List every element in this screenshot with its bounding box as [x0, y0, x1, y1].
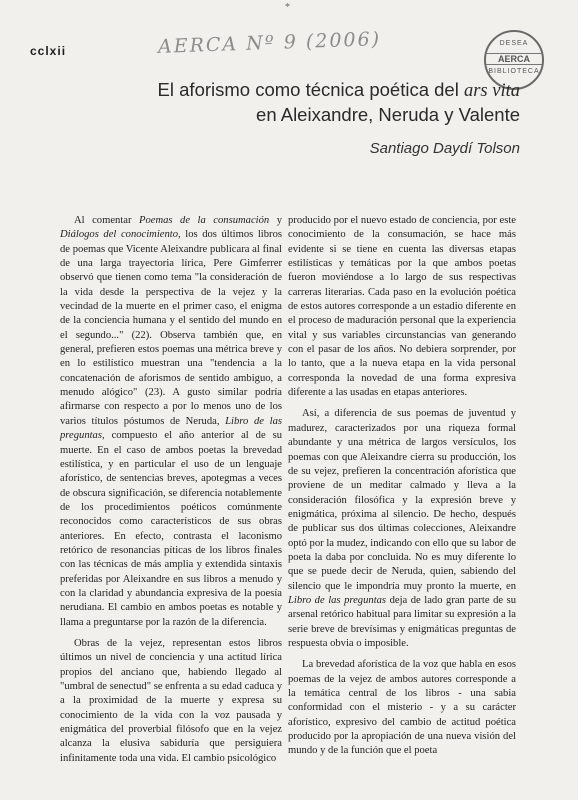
stamp-middle-text: AERCA [486, 53, 542, 65]
title-line-2: en Aleixandre, Neruda y Valente [256, 104, 520, 125]
paragraph: Obras de la vejez, representan estos libros últimos un nivel de conciencia y una actitud lírica propios del anciano que, habiendo llegado al "umbral de senectud" se enfrenta a su edad caduca y a la proximidad de la muerte y expresa su conocimiento de la vida con la voz pausada y enigmática del proverbial filósofo que en la vejez alcanza la elusiva sabiduría que persiguiera infinitamente toda una vida. El cambio psicológico [60, 637, 282, 764]
paragraph: La brevedad aforística de la voz que habla en esos poemas de la vejez de ambos autores corresponde a la temática central de los libros - una sabia conformidad con el misterio - y a su carácter aforístico, expresivo del cambio de actitud poética producido por la apropiación de una nueva visión del mundo y de la función que el poeta [288, 659, 516, 757]
article-title [158, 78, 520, 127]
left-column [60, 214, 282, 773]
handwritten-catalog-note: AERCA Nº 9 (2006) [157, 28, 382, 58]
text: Así, a diferencia de sus poemas de juventud y madurez, caracterizados por una riqueza formal abundante y una métrica de largos versículos, los poemas con que Aleixandre cierra su producción, los de su vejez, prefieren la concentración aforística que proviene de un meditar calmado y lleva a la consideración filosófica y la expresión breve y enigmática, próxima al silencio. De hecho, después de publicar sus dos últimas colecciones, Aleixandre optó por la mudez, indicando con ello que su labor de poeta la daba por concluida. No es muy diferente lo que se puede decir de Neruda, quien, sabiendo del silencio que le impondría muy pronto la muerte, en [288, 408, 516, 592]
paragraph [288, 407, 516, 651]
paragraph [60, 214, 282, 630]
book-title: Libro de las preguntas [60, 415, 282, 442]
text: , los dos últimos libros de poemas que Vicente Aleixandre publicara al final de una larga trayectoria lírica, Pere Gimferrer observó que tienen como tema "la consideración de la vida desde la perspectiva de la vejez y la vecindad de la muerte en el primer caso, el enigma de la conciencia humana y el sentido del mundo en el segundo..." (22). Observa también que, en general, prefieren estos poemas una métrica breve y en lo estilístico muestran una "tendencia a la concatenación de aforismos de sentido ambiguo, a menudo alógico" (23). A gusto similar podría afirmarse con respecto a por lo menos uno de los varios títulos póstumos de Neruda, [60, 229, 282, 427]
text: , compuesto el año anterior al de su muerte. En el caso de ambos poetas la brevedad estilística, y en particular el uso de un lenguaje aforístico, de sentencias breves, apotegmas a veces de obscura significación, se diferencia notablemente de los procedimientos poéticos comúnmente reconocidos como característicos de sus obras anteriores. En efecto, contrasta el laconismo retórico de resonancias píticas de los libros finales con las técnicas de más amplia y extendida sintaxis preferidas por Aleixandre en sus libros a menudo y con la claridad y abundancia expresiva de la poesía nerudiana. El cambio en ambos poetas es notable y llama a preguntarse por la razón de la diferencia. [60, 430, 282, 628]
book-title: Diálogos del conocimiento [60, 229, 179, 241]
stamp-bottom-text: BIBLIOTECA [488, 68, 540, 75]
page-number: cclxii [30, 44, 67, 58]
title-text: El aforismo como técnica poética del [157, 79, 459, 100]
stamp-top-text: DESEA [499, 40, 529, 47]
text: Al comentar [74, 215, 132, 226]
book-title: Libro de las preguntas [288, 594, 387, 606]
book-title: Poemas de la consumación [139, 215, 270, 226]
paragraph: producido por el nuevo estado de conciencia, por este conocimiento de la consumación, se hace más evidente si se tiene en cuenta las diversas etapas estilísticas y temáticas por la que ambos poetas fueron moviéndose a lo largo de sus respectivas carreras literarias. Cada paso en la evolución poética de estos autores corresponde a un estadio diferente en el proceso de maduración personal que la experiencia vital y sus variables circunstancias van generando con el pasar de los años. No debiera sorprender, por lo tanto, que a la nueva etapa en la vida personal corresponda la novedad de una forma expresiva diferente a las usadas en etapas anteriores. [288, 215, 516, 399]
right-column [288, 214, 516, 766]
title-italic: ars vita [463, 81, 520, 101]
text: y [276, 215, 282, 226]
author-name: Santiago Daydí Tolson [369, 140, 520, 157]
title-line-1 [158, 78, 520, 103]
tick-mark: * [285, 2, 290, 13]
text: deja de lado gran parte de su arsenal retórico habitual para limitar su expresión a la serie breve de brevísimas y enigmáticas preguntas de respuesta obvia o imposible. [288, 594, 517, 649]
